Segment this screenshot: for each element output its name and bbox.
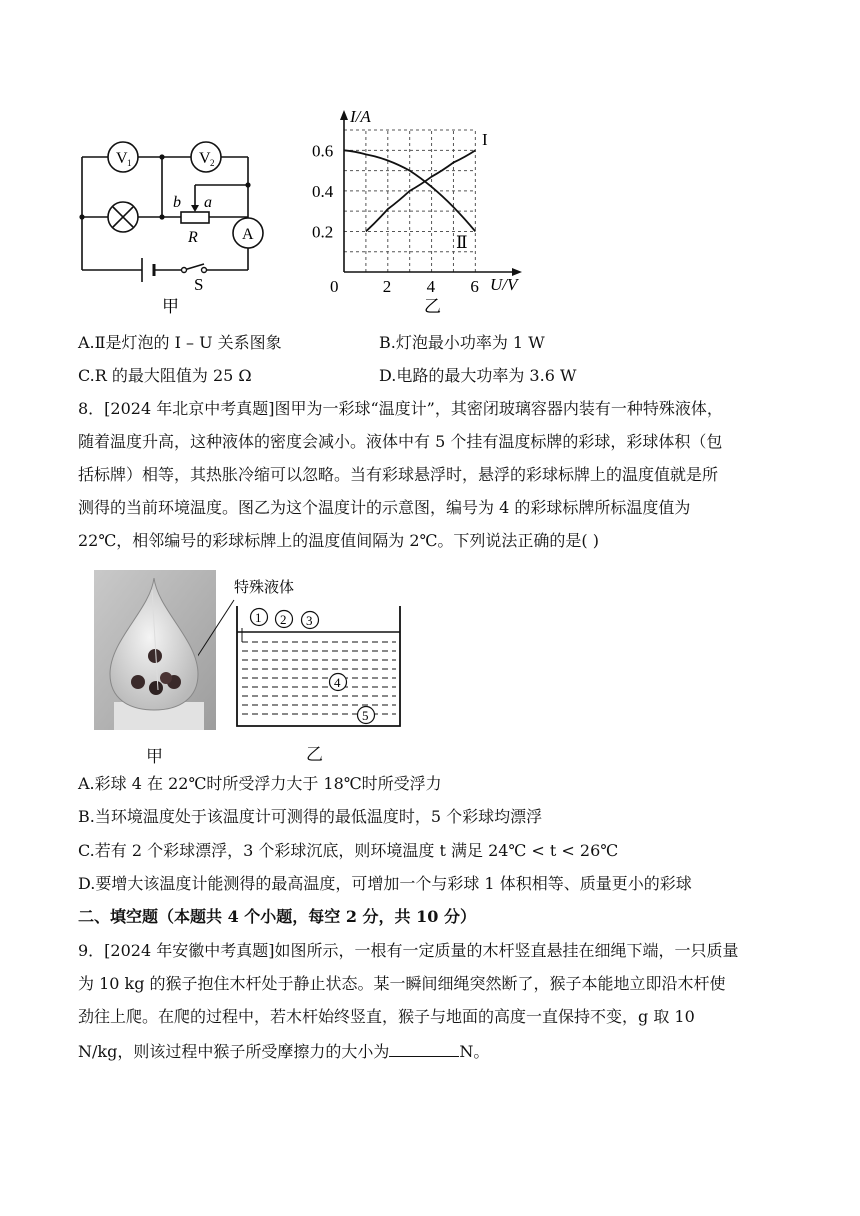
- section-title: 二、填空题（本题共 4 个小题，每空 2 分，共 10 分）: [78, 907, 476, 926]
- y-tick-label: 0.2: [312, 222, 334, 242]
- q8-option-b: B.当环境温度处于该温度计可测得的最低温度时，5 个彩球均漂浮: [78, 807, 543, 826]
- y-tick-label: 0.6: [312, 141, 334, 161]
- y-tick-label: 0.4: [312, 181, 334, 201]
- x-tick-label: 0: [330, 277, 339, 296]
- fig-yi-label: 乙: [424, 297, 441, 316]
- svg-text:1: 1: [127, 158, 132, 168]
- fig-jia-label: 甲: [162, 297, 179, 316]
- liquid-label: 特殊液体: [234, 580, 295, 596]
- q7-option-d: D.电路的最大功率为 3.6 W: [379, 366, 577, 385]
- q8-option-a: A.彩球 4 在 22℃时所受浮力大于 18℃时所受浮力: [78, 774, 442, 793]
- ball-1: [251, 609, 268, 626]
- svg-text:5: 5: [362, 708, 369, 723]
- v1-label: V: [116, 150, 128, 167]
- container-diagram: [198, 572, 408, 734]
- curve-i-label: I: [482, 130, 488, 149]
- answer-blank[interactable]: [389, 1040, 459, 1057]
- ball-3: [302, 612, 319, 629]
- battery-icon: [142, 258, 154, 282]
- ball-2: [276, 611, 293, 628]
- curve-ii-label: Ⅱ: [456, 233, 468, 252]
- svg-text:1: 1: [255, 610, 262, 625]
- label-switch: S: [194, 275, 204, 294]
- y-axis-label: I/A: [350, 107, 371, 126]
- q7-option-c: C.R 的最大阻值为 25 Ω: [78, 366, 252, 385]
- q7-option-b: B.灯泡最小功率为 1 W: [379, 333, 545, 352]
- x-tick-label: 6: [470, 277, 479, 296]
- ball-4: [330, 674, 347, 691]
- label-r: R: [188, 229, 198, 246]
- label-b: b: [173, 194, 181, 211]
- svg-text:A: A: [242, 226, 254, 243]
- lamp-icon: [108, 202, 138, 232]
- x-axis-label: U/V: [490, 275, 518, 294]
- svg-text:2: 2: [280, 612, 287, 627]
- y-arrow: [340, 110, 348, 120]
- q8-fig-yi-label: 乙: [306, 745, 323, 765]
- q8-fig-jia-label: 甲: [146, 747, 163, 767]
- x-tick-label: 2: [382, 277, 392, 296]
- q8-option-c: C.若有 2 个彩球漂浮，3 个彩球沉底，则环境温度 t 满足 24℃ < t < 26℃: [78, 841, 619, 860]
- q8-option-d: D.要增大该温度计能测得的最高温度，可增加一个与彩球 1 体积相等、质量更小的彩球: [78, 874, 692, 893]
- x-tick-label: 4: [426, 277, 436, 296]
- rheostat: [181, 212, 209, 223]
- label-a: a: [204, 194, 212, 211]
- svg-text:3: 3: [306, 613, 313, 628]
- v2-label: V: [199, 150, 211, 167]
- q7-option-a: A.Ⅱ是灯泡的 I – U 关系图象: [78, 333, 282, 352]
- svg-text:2: 2: [210, 158, 215, 168]
- iu-graph: [310, 100, 540, 320]
- ball-5: [358, 707, 375, 724]
- circuit-diagram: [76, 130, 266, 320]
- svg-text:4: 4: [334, 675, 341, 690]
